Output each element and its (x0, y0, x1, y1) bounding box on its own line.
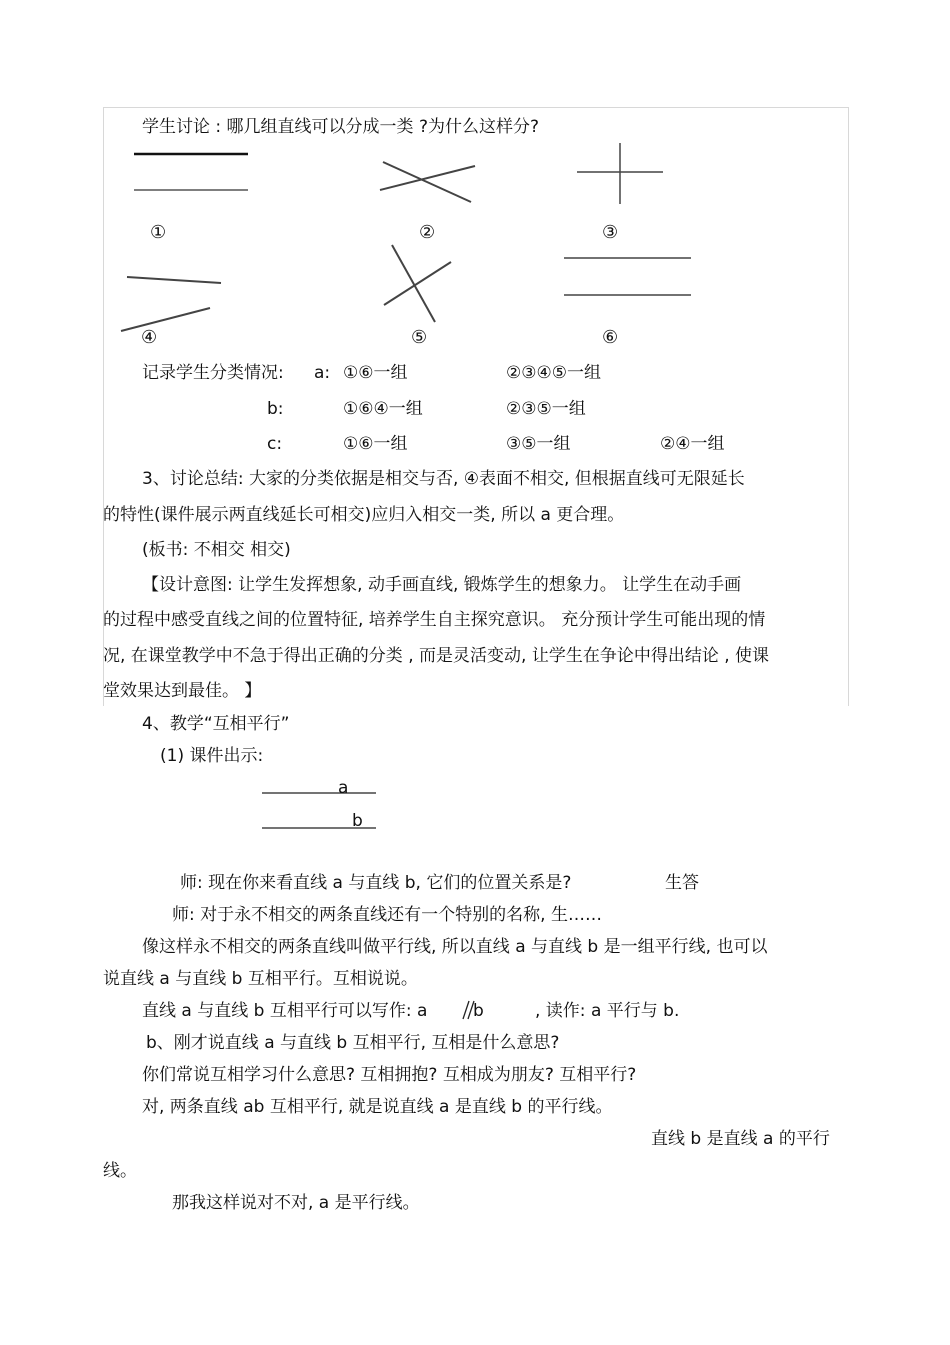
design-intent-line-2: 的过程中感受直线之间的位置特征, 培养学生自主探究意识。 充分预计学生可能出现的情 (103, 610, 766, 630)
fig2-line-a (380, 166, 475, 190)
classification-intro: 记录学生分类情况: (142, 363, 284, 383)
section4-title: 4、教学“互相平行” (142, 714, 290, 734)
figure-label-2: ② (419, 222, 436, 243)
figure-label-4: ④ (141, 327, 158, 348)
dialogue-line-4: 说直线 a 与直线 b 互相平行。互相说说。 (103, 969, 418, 989)
dialogue-line-5-b: b (473, 1001, 484, 1021)
figure-label-1: ① (150, 222, 167, 243)
classification-b-group2: ②③⑤一组 (506, 399, 586, 419)
dialogue-line-9: 直线 b 是直线 a 的平行 (651, 1129, 830, 1149)
dialogue-line-6: b、刚才说直线 a 与直线 b 互相平行, 互相是什么意思? (146, 1033, 560, 1053)
classification-a-group1: ①⑥一组 (343, 363, 408, 383)
classification-key-b: b: (267, 399, 284, 419)
figure-label-6: ⑥ (602, 327, 619, 348)
dialogue-line-11: 那我这样说对不对, a 是平行线。 (172, 1193, 420, 1213)
fig5-line-a (384, 262, 451, 305)
line-a-label: a (338, 778, 349, 798)
figure-label-5: ⑤ (411, 327, 428, 348)
dialogue-line-3: 像这样永不相交的两条直线叫做平行线, 所以直线 a 与直线 b 是一组平行线, 也可以 (142, 937, 768, 957)
dialogue-line-1-tail: 生答 (665, 873, 699, 893)
dialogue-line-5-post: , 读作: a 平行与 b. (535, 1001, 680, 1021)
design-intent-line-4: 堂效果达到最佳。 】 (103, 681, 262, 701)
fig2-line-b (383, 162, 471, 202)
dialogue-line-2: 师: 对于永不相交的两条直线还有一个特别的名称, 生…… (172, 905, 602, 925)
parallel-symbol-stroke1 (463, 1001, 469, 1019)
dialogue-line-7: 你们常说互相学习什么意思? 互相拥抱? 互相成为朋友? 互相平行? (142, 1065, 637, 1085)
summary-line-2: 的特性(课件展示两直线延长可相交)应归入相交一类, 所以 a 更合理。 (103, 505, 625, 525)
figure-label-3: ③ (602, 222, 619, 243)
fig4-line-b (121, 308, 210, 331)
classification-c-group1: ①⑥一组 (343, 434, 408, 454)
classification-c-group3: ②④一组 (660, 434, 725, 454)
dialogue-line-10: 线。 (103, 1161, 137, 1181)
design-intent-line-3: 况, 在课堂教学中不急于得出正确的分类 , 而是灵活变动, 让学生在争论中得出结论 , 使课 (103, 646, 770, 666)
fig4-line-a (127, 277, 221, 283)
dialogue-line-1: 师: 现在你来看直线 a 与直线 b, 它们的位置关系是? (180, 873, 572, 893)
line-b-label: b (352, 811, 363, 831)
design-intent-line-1: 【设计意图: 让学生发挥想象, 动手画直线, 锻炼学生的想象力。 让学生在动手画 (142, 575, 742, 595)
classification-c-group2: ③⑤一组 (506, 434, 571, 454)
fig5-line-b (392, 245, 435, 322)
discussion-prompt: 学生讨论 : 哪几组直线可以分成一类 ?为什么这样分? (142, 117, 539, 137)
dialogue-line-8: 对, 两条直线 ab 互相平行, 就是说直线 a 是直线 b 的平行线。 (142, 1097, 613, 1117)
dialogue-line-5: 直线 a 与直线 b 互相平行可以写作: a (142, 1001, 428, 1021)
summary-line-1: 3、讨论总结: 大家的分类依据是相交与否, ④表面不相交, 但根据直线可无限延长 (142, 469, 745, 489)
classification-key-a: a: (314, 363, 331, 383)
classification-a-group2: ②③④⑤一组 (506, 363, 601, 383)
section4-subtitle: (1) 课件出示: (160, 746, 264, 766)
classification-b-group1: ①⑥④一组 (343, 399, 423, 419)
board-note: (板书: 不相交 相交) (142, 540, 291, 560)
classification-key-c: c: (267, 434, 283, 454)
